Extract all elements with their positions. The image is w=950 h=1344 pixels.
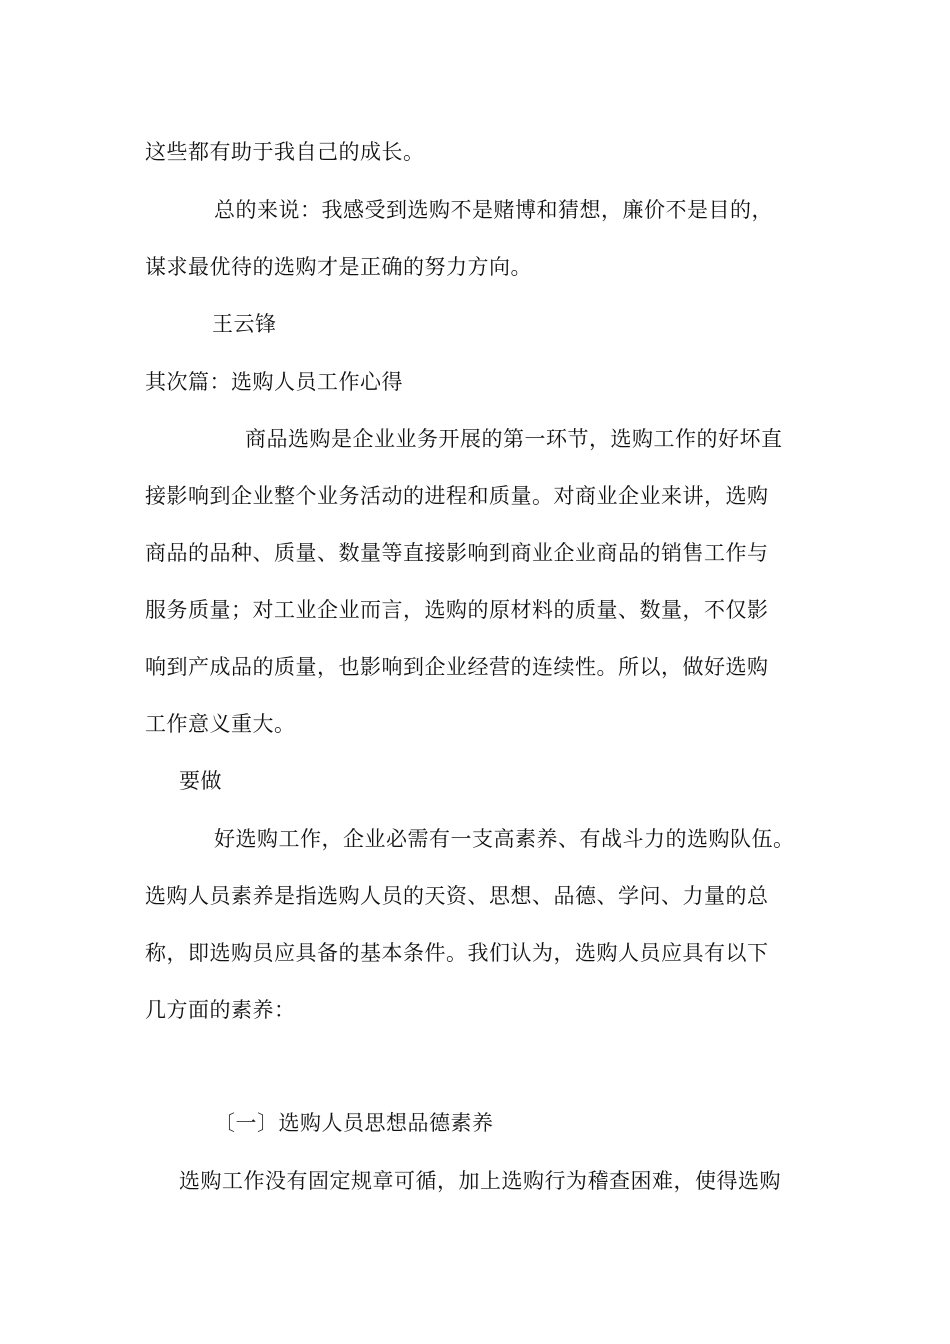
section-heading: 其次篇：选购人员工作心得 (145, 370, 403, 394)
paragraph-line: 这些都有助于我自己的成长。 (145, 140, 425, 164)
paragraph-line: 商品选购是企业业务开展的第一环节，选购工作的好坏直 (245, 427, 783, 451)
paragraph-line: 谋求最优待的选购才是正确的努力方向。 (145, 255, 532, 279)
paragraph-line: 工作意义重大。 (145, 712, 296, 736)
paragraph-line: 选购人员素养是指选购人员的天资、思想、品德、学问、力量的总 (145, 884, 769, 908)
paragraph-line: 好选购工作，企业必需有一支高素养、有战斗力的选购队伍。 (214, 827, 795, 851)
paragraph-line: 几方面的素养： (145, 998, 296, 1022)
paragraph-line: 商品的品种、质量、数量等直接影响到商业企业商品的销售工作与 (145, 541, 769, 565)
paragraph-line: 服务质量；对工业企业而言，选购的原材料的质量、数量，不仅影 (145, 598, 769, 622)
paragraph-line: 接影响到企业整个业务活动的进程和质量。对商业企业来讲，选购 (145, 484, 769, 508)
paragraph-line: 响到产成品的质量，也影响到企业经营的连续性。所以，做好选购 (145, 655, 769, 679)
paragraph-line: 选购工作没有固定规章可循，加上选购行为稽查困难，使得选购 (179, 1169, 781, 1193)
paragraph-line: 称，即选购员应具备的基本条件。我们认为，选购人员应具有以下 (145, 941, 769, 965)
paragraph-line: 总的来说：我感受到选购不是赌博和猜想，廉价不是目的， (214, 198, 773, 222)
paragraph-line: 要做 (179, 769, 222, 793)
author-name: 王云锋 (212, 312, 277, 336)
subsection-heading: 〔一〕选购人员思想品德素养 (214, 1111, 494, 1135)
